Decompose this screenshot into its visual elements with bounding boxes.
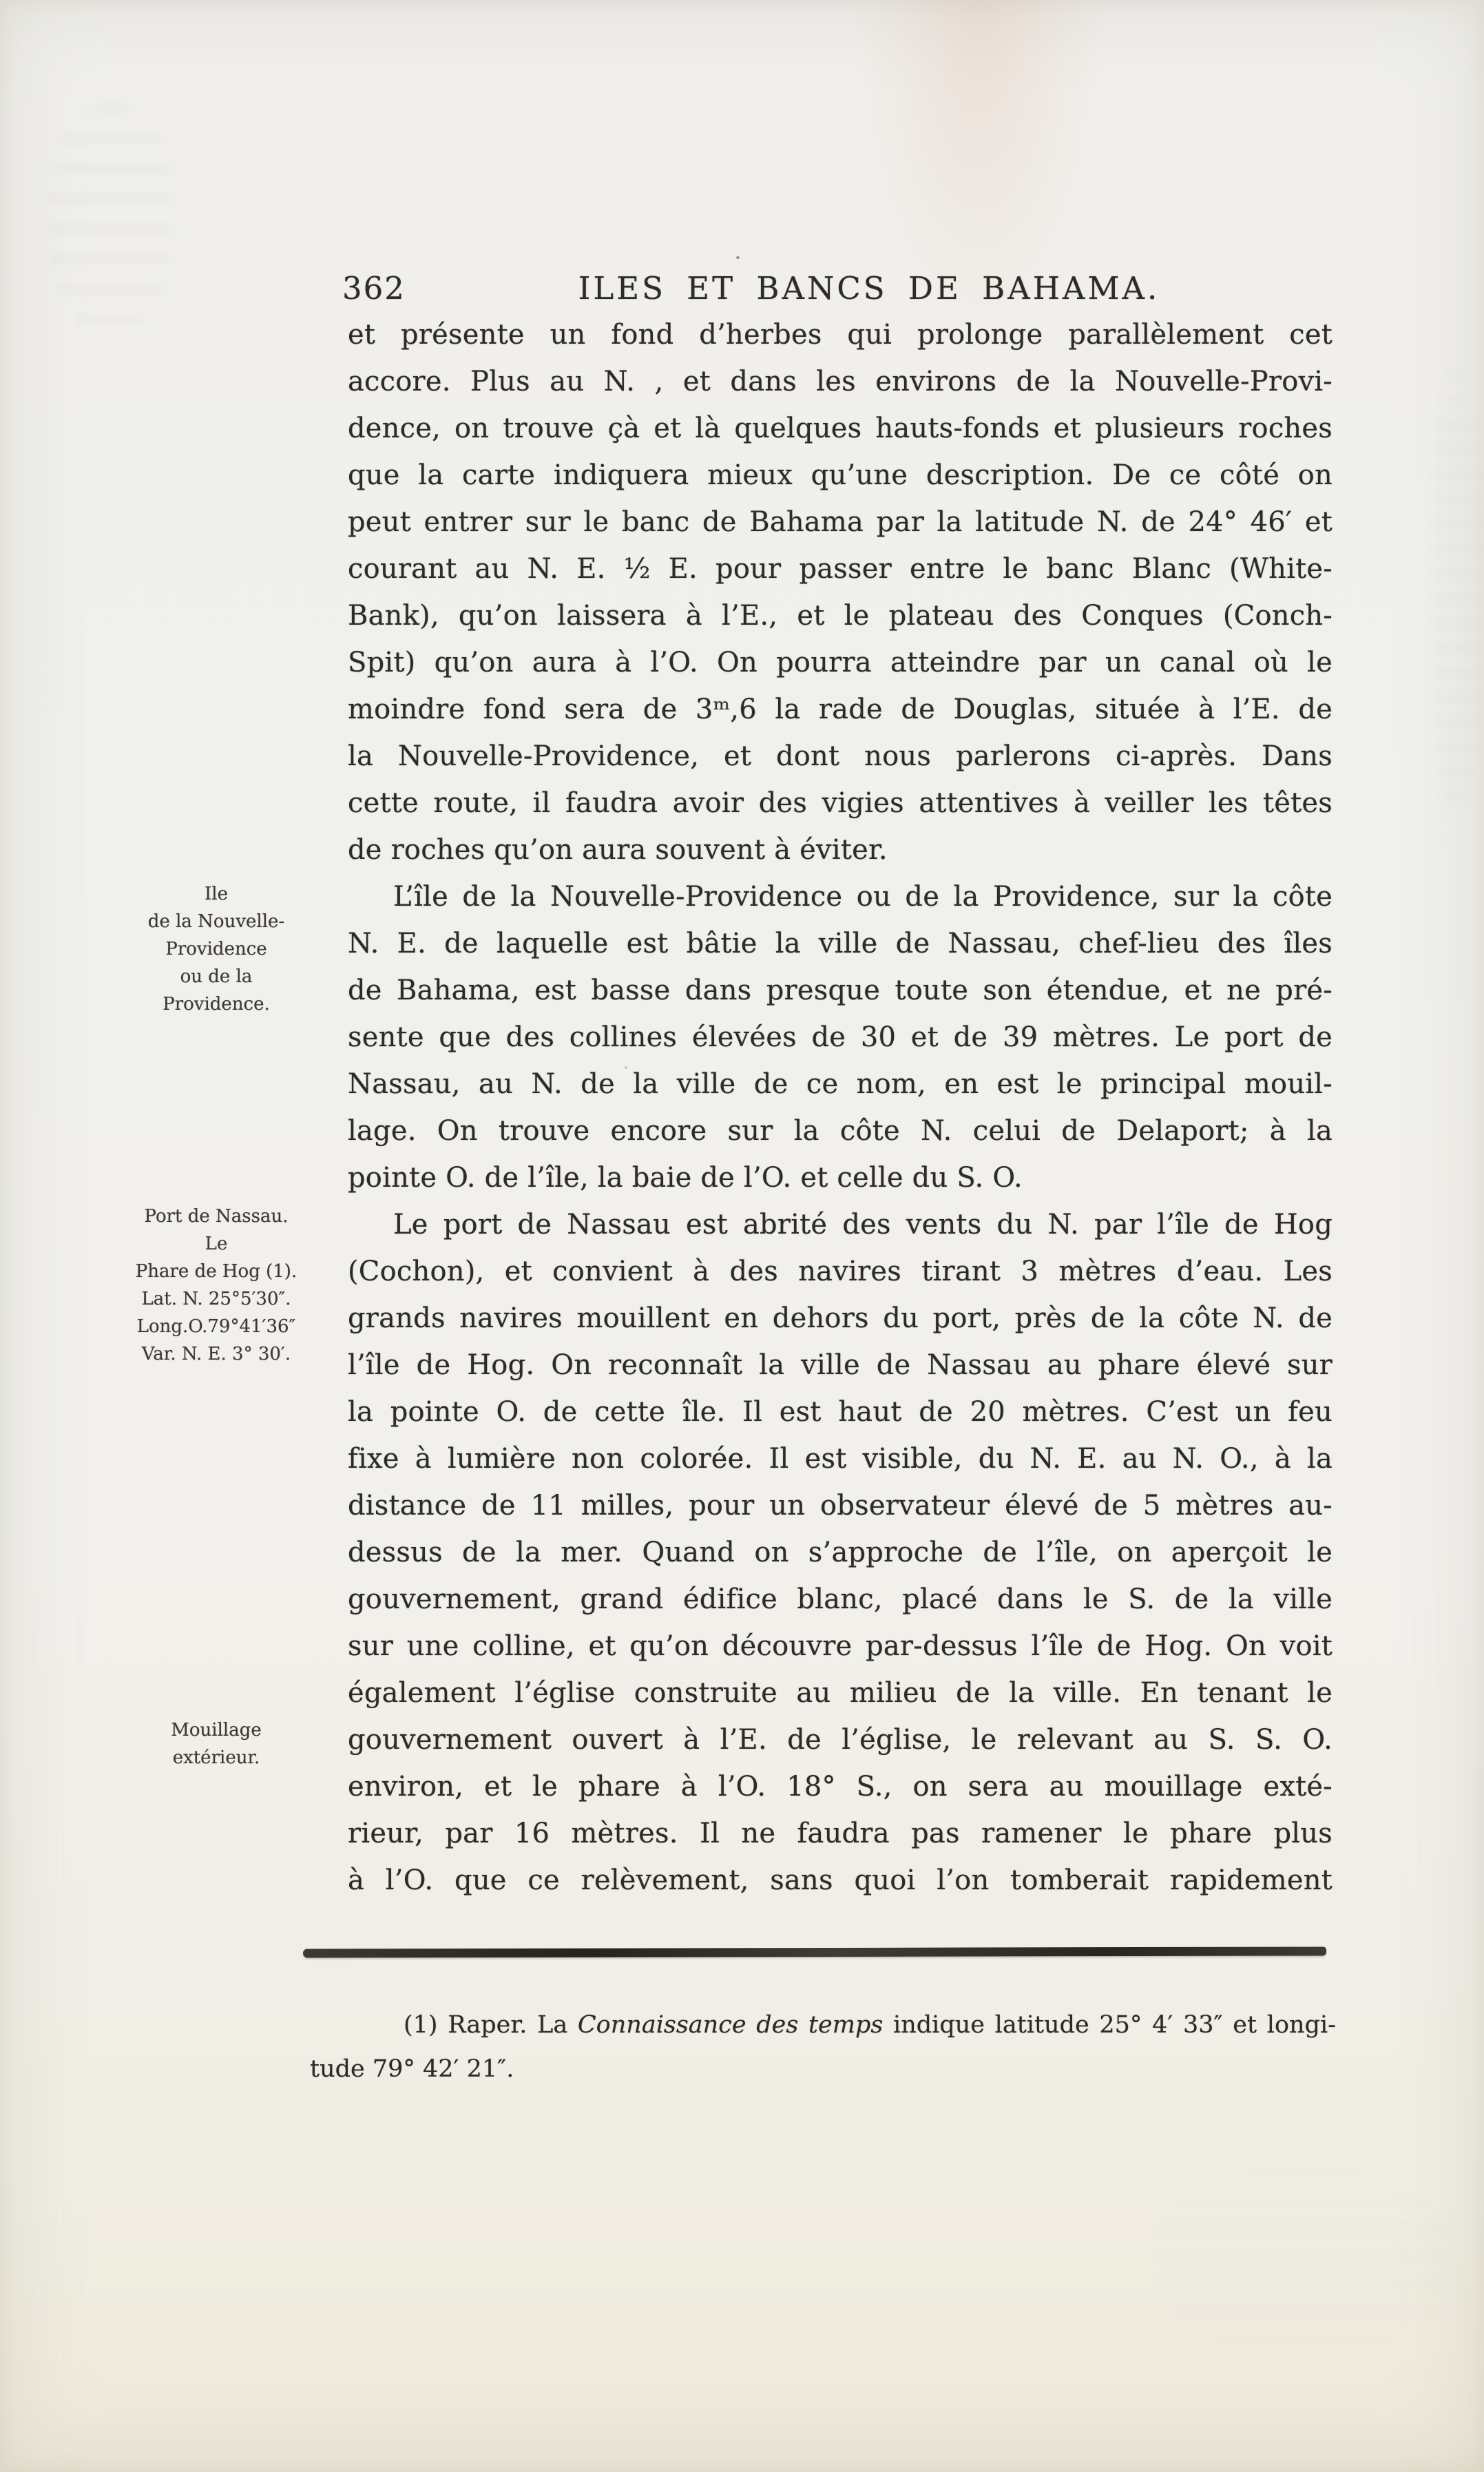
margin-note-line: Providence	[165, 939, 267, 959]
body-line: gouvernement ouvert à l’E. de l’église, le relevant au S. S. O.	[348, 1724, 1333, 1756]
body-line: à l’O. que ce relèvement, sans quoi l’on tomberait rapidement	[348, 1865, 1333, 1896]
body-line: distance de 11 milles, pour un observateur élevé de 5 mètres au-	[348, 1490, 1333, 1521]
body-line: la Nouvelle-Providence, et dont nous parlerons ci-après. Dans	[348, 740, 1333, 772]
margin-note-port-nassau	[88, 1203, 344, 1368]
body-line: dessus de la mer. Quand on s’approche de l’île, on aperçoit le	[348, 1537, 1333, 1568]
body-line: pointe O. de l’île, la baie de l’O. et celle du S. O.	[348, 1162, 1023, 1194]
body-line: de Bahama, est basse dans presque toute son étendue, et ne pré-	[348, 975, 1333, 1006]
body-line: accore. Plus au N. , et dans les environs de la Nouvelle-Provi-	[348, 366, 1333, 397]
showthrough-artifact-right	[1434, 372, 1478, 813]
body-line: Le port de Nassau est abrité des vents du N. par l’île de Hog	[393, 1209, 1333, 1240]
body-line: dence, on trouve çà et là quelques hauts-fonds et plusieurs roches	[348, 413, 1333, 444]
body-line: que la carte indiquera mieux qu’une description. De ce côté on	[348, 459, 1333, 491]
body-line: lage. On trouve encore sur la côte N. celui de Delaport; à la	[348, 1115, 1333, 1147]
body-line: de roches qu’on aura souvent à éviter.	[348, 834, 888, 866]
body-line: Spit) qu’on aura à l’O. On pourra atteindre par un canal où le	[348, 647, 1333, 678]
main-text-column	[348, 311, 1333, 1904]
body-line: peut entrer sur le banc de Bahama par la latitude N. de 24° 46′ et	[348, 506, 1333, 538]
footnote-text: indique latitude 25° 4′ 33″ et longi-	[883, 2011, 1336, 2039]
showthrough-artifact-bottom	[1157, 2170, 1446, 2349]
margin-note-line: Lat. N. 25°5′30″.	[141, 1289, 291, 1309]
page-header	[342, 270, 1333, 307]
body-line: fixe à lumière non colorée. Il est visible, du N. E. au N. O., à la	[348, 1443, 1333, 1475]
margin-note-line: Providence.	[163, 994, 270, 1015]
margin-note-line: Var. N. E. 3° 30′.	[141, 1344, 291, 1364]
body-line: N. E. de laquelle est bâtie la ville de Nassau, chef-lieu des îles	[348, 928, 1333, 959]
margin-note-mouillage	[88, 1716, 344, 1772]
footnote-separator-rule	[303, 1946, 1326, 1957]
footnote-work-title: Connaissance des temps	[577, 2011, 884, 2039]
body-line: la pointe O. de cette île. Il est haut de 20 mètres. C’est un feu	[348, 1396, 1333, 1428]
footnote-line	[310, 2003, 1336, 2047]
margin-note-line: extérieur.	[172, 1747, 260, 1768]
body-line: également l’église construite au milieu de la ville. En tenant le	[348, 1677, 1333, 1709]
ink-speck	[736, 256, 740, 259]
body-line: moindre fond sera de 3ᵐ,6 la rade de Douglas, située à l’E. de	[348, 694, 1333, 725]
page-number: 362	[342, 270, 406, 307]
body-line: L’île de la Nouvelle-Providence ou de la Providence, sur la côte	[393, 881, 1333, 913]
margin-note-line: de la Nouvelle-	[147, 911, 285, 932]
showthrough-artifact-left	[45, 103, 176, 331]
footnote-text: (1) Raper. La	[404, 2011, 578, 2039]
body-line: sur une colline, et qu’on découvre par-dessus l’île de Hog. On voit	[348, 1630, 1333, 1662]
body-line: grands navires mouillent en dehors du port, près de la côte N. de	[348, 1302, 1333, 1334]
body-line: courant au N. E. ½ E. pour passer entre le banc Blanc (White-	[348, 553, 1333, 585]
body-line: Bank), qu’on laissera à l’E., et le plateau des Conques (Conch-	[348, 600, 1333, 632]
body-line: et présente un fond d’herbes qui prolonge parallèlement cet	[348, 319, 1333, 351]
margin-note-line: Port de Nassau.	[144, 1206, 289, 1227]
margin-note-line: Ile	[205, 884, 228, 904]
margin-note-island	[88, 880, 344, 1018]
body-line: Nassau, au N. de la ville de ce nom, en est le principal mouil-	[348, 1068, 1333, 1100]
margin-note-line: Phare de Hog (1).	[135, 1261, 297, 1282]
body-line: environ, et le phare à l’O. 18° S., on sera au mouillage exté-	[348, 1771, 1333, 1803]
margin-note-line: Le	[205, 1234, 228, 1254]
margin-note-line: ou de la	[180, 966, 253, 987]
body-line: rieur, par 16 mètres. Il ne faudra pas ramener le phare plus	[348, 1818, 1333, 1849]
margin-note-line: Long.O.79°41′36″	[136, 1316, 296, 1337]
body-line: cette route, il faudra avoir des vigies attentives à veiller les têtes	[348, 787, 1333, 819]
body-line: (Cochon), et convient à des navires tirant 3 mètres d’eau. Les	[348, 1256, 1333, 1287]
body-line: gouvernement, grand édifice blanc, placé dans le S. de la ville	[348, 1583, 1333, 1615]
body-line: sente que des collines élevées de 30 et de 39 mètres. Le port de	[348, 1021, 1333, 1053]
body-line: l’île de Hog. On reconnaît la ville de Nassau au phare élevé sur	[348, 1349, 1333, 1381]
margin-note-line: Mouillage	[171, 1720, 262, 1741]
footnote	[310, 2003, 1336, 2091]
running-title: ILES ET BANCS DE BAHAMA.	[578, 270, 1160, 307]
footnote-line: tude 79° 42′ 21″.	[310, 2055, 514, 2083]
